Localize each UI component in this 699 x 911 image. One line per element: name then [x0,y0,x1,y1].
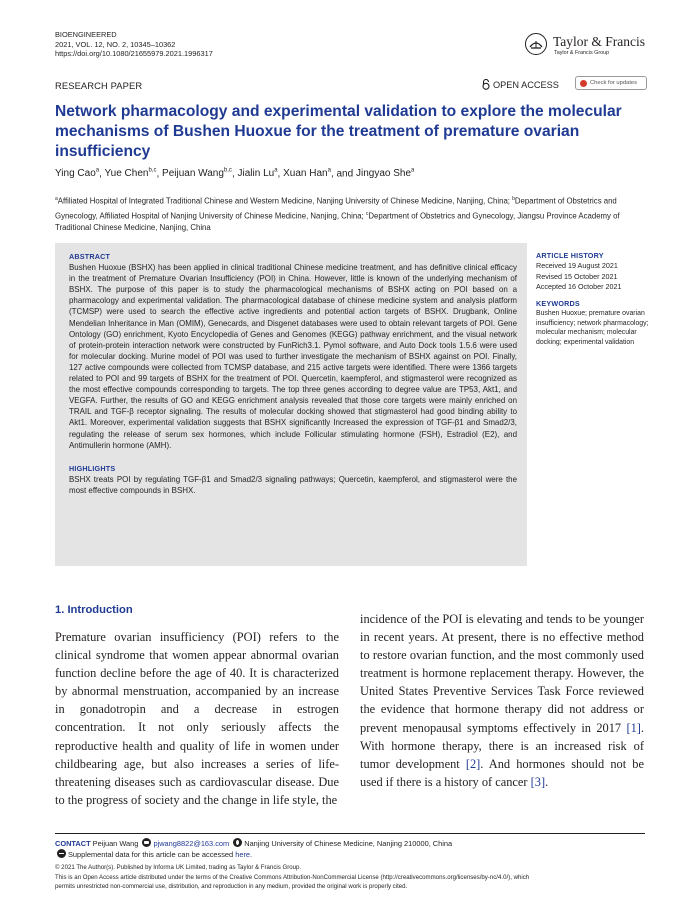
article-title: Network pharmacology and experimental validation to explore the molecular mechanisms of Bushen Huoxue for the treatment of premature ovarian insufficiency [55,103,622,160]
book-icon [525,33,547,55]
contact-label: CONTACT [55,839,91,848]
contact-address: Nanjing University of Chinese Medicine, Nanjing 210000, China [244,839,453,848]
crossmark-icon [580,80,587,87]
article-sidebar [536,251,661,347]
license-line-2: permits unrestricted non-commercial use, distribution, and reproduction in any medium, provided the original work is properly cited. [55,883,408,890]
check-updates-label: Check for updates [590,80,638,86]
history-revised: Revised 15 October 2021 [536,271,618,281]
copyright-line: © 2021 The Author(s). Published by Informa UK Limited, trading as Taylor & Francis Group. [55,864,302,871]
check-for-updates-button[interactable] [575,76,647,90]
email-icon [142,838,151,847]
abstract-text: Bushen Huoxue (BSHX) has been applied in clinical traditional Chinese medicine treatment, and has definitive clinical efficacy in the treatment of Premature Ovarian Insufficiency (POI) in China. However, little is known of the underlying mechanism of BSHX. The purpose of this paper is to study the pharmacological mechanisms of BSHX acting on POI based on a pharmacology and experimental validation. The pharmacological database of chinese medicine system and analysis platform (TCMSP) were used to search the effective active ingredients and potential action targets of BSHX. Drugbank, Online Mendelian Inheritance in Man (OMIM), Genecards, and Disgenet databases were used to obtain relevant targets of POI. Gene Ontology (GO) enrichment, Kyoto Encyclopedia of Genes and Genomes (KEGG) pathway enrichment, and the visual network of protein-protein interaction network were constructed by FunRich3.1. Pymol software, and Auto Dock tools 1.5.6 were used for molecular docking. Murine model of POI was used to further investigate the mechanism of BSHX against on POI. Finally, 127 active compounds were collected from TCMSP database, and 215 active targets were identified. There were 1366 targets related to POI and 99 targets of BSHX for the treatment of POI. Quercetin, kaempferol, and stigmasterol were recognized as the most effective compounds corresponding to targets. The top three genes according to degree value are TP53, Akt1, and VEGFA. Further, the results of GO and KEGG enrichment analysis revealed that those core targets were mainly enriched on TRAIL and TGF-β receptor signaling. The results of molecular docking showed that stigmasterol had good binding ability to Akt1. Moreover, experimental validation suggests that BSHX significantly Increased the expression of TGF-β1 and Smad2/3, regulating the release of serum sex hormones, which include Follicular stimulating hormone (FSH), Estradiol (E2), and Antimullerin hormone (AMH). [69,263,517,450]
intro-column-left: Premature ovarian insufficiency (POI) refers to the clinical syndrome that women appear abnormal ovarian function decline before the age of 40. It is characterized by abnormal menstruation, accompanied by an increase in gonadotropin and a decrease in estrogen concentration. It not only seriously affects the reproductive health and quality of life in women under childbearing age, but also increases a series of life-threatening diseases such as cardiovascular disease. Due to the progress of society and the change in life style, the [55,630,339,807]
open-access-badge[interactable] [482,79,559,90]
contact-email-link[interactable]: pjwang8822@163.com [153,839,230,848]
supplemental-icon [57,849,66,858]
author[interactable]: Jialin Lu$^a$ [237,168,278,180]
article-history-heading: ARTICLE HISTORY [536,251,604,260]
author[interactable]: Ying Cao$^a$ [55,168,100,180]
intro-column-right: incidence of the POI is elevating and tends to be younger in recent years. At present, there is no effective method to restore ovarian function, and the most commonly used treatment is hormone replacement therapy. However, the United States Preventive Services Task Force reviewed the evidence that hormone therapy did not address or prevent menopausal symptoms effectively in 2017 [1]. With hormone therapy, there is an increased risk of tumor development [2]. And hormones should not be used if there is a history of cancer [3]. [360,612,644,789]
address-icon [233,838,242,847]
reference-link[interactable]: [2] [465,756,481,771]
footer-rule [55,833,645,834]
abstract-heading: ABSTRACT [69,252,111,261]
license-line-1: This is an Open Access article distributed under the terms of the Creative Commons Attribution-NonCommercial License (http://creativecommons.org/licenses/by-nc/4.0/), which [55,874,530,881]
affiliations: $^a$Affiliated Hospital of Integrated Traditional Chinese and Western Medicine, Nanjing University of Chinese Medicine, Nanjing, China; $^b$Department of Obstetrics and Gynecology, Affiliated Hospital of Nanjing University of Chinese Medicine, Nanjing, China; $^c$Department of Obstetrics and Gynecology, Jiangsu Province Academy of Traditional Chinese Medicine, Nanjing, China [55,196,620,233]
abstract-section [69,251,517,496]
contact-line [55,838,452,849]
supplemental-link[interactable]: here [235,850,251,859]
author[interactable]: Xuan Han$^a$ [283,168,331,180]
journal-volume: 2021, VOL. 12, NO. 2, 10345–10362 [55,39,176,49]
publisher-name: Taylor & Francis [553,34,646,49]
history-accepted: Accepted 16 October 2021 [536,282,622,292]
affiliation-a: Affiliated Hospital of Integrated Traditional Chinese and Western Medicine, Nanjing University of Chinese Medicine, Nanjing, China; [57,196,510,206]
affiliation-b: Department of Obstetrics and Gynecology, Affiliated Hospital of Nanjing University of Chinese Medicine, Nanjing, China; [55,196,617,221]
journal-meta [55,30,213,59]
keywords-heading: KEYWORDS [536,298,580,308]
author[interactable]: Peijuan Wang$^{b,c}$ [162,168,232,180]
author-list: Ying Cao$^a$, Yue Chen$^{b,c}$, Peijuan Wang$^{b,c}$, Jialin Lu$^a$, Xuan Han$^a$, and Jingyao She$^a$ [55,168,415,180]
open-lock-icon [482,79,490,90]
author[interactable]: Jingyao She$^a$ [355,168,415,180]
publisher-group: Taylor & Francis Group [554,50,610,56]
journal-name: BIOENGINEERED [55,30,117,39]
affiliation-c: Department of Obstetrics and Gynecology, Jiangsu Province Academy of Traditional Chinese Medicine, Nanjing, China [55,211,620,233]
open-access-label: OPEN ACCESS [493,79,559,90]
supplemental-line: Supplemental data for this article can be accessed here. [55,849,252,860]
highlights-text: BSHX treats POI by regulating TGF-β1 and Smad2/3 signaling pathways; Quercetin, kaempferol, and stigmasterol were the most effective compounds in BSHX. [69,474,517,495]
journal-doi-link[interactable]: https://doi.org/10.1080/21655979.2021.1996317 [55,49,213,59]
reference-link[interactable]: [3] [530,774,546,789]
keywords-text: Bushen Huoxue; premature ovarian insufficiency; network pharmacology; molecular mechanism; molecular docking; experimental validation [536,310,649,346]
author[interactable]: Yue Chen$^{b,c}$ [104,168,157,180]
reference-link[interactable]: [1] [626,720,641,735]
article-type: RESEARCH PAPER [55,80,143,91]
intro-heading: 1. Introduction [55,604,133,616]
history-received: Received 19 August 2021 [536,261,618,271]
contact-name: Peijuan Wang [92,839,139,848]
highlights-heading: HIGHLIGHTS [69,463,116,473]
publisher-logo [525,33,655,59]
